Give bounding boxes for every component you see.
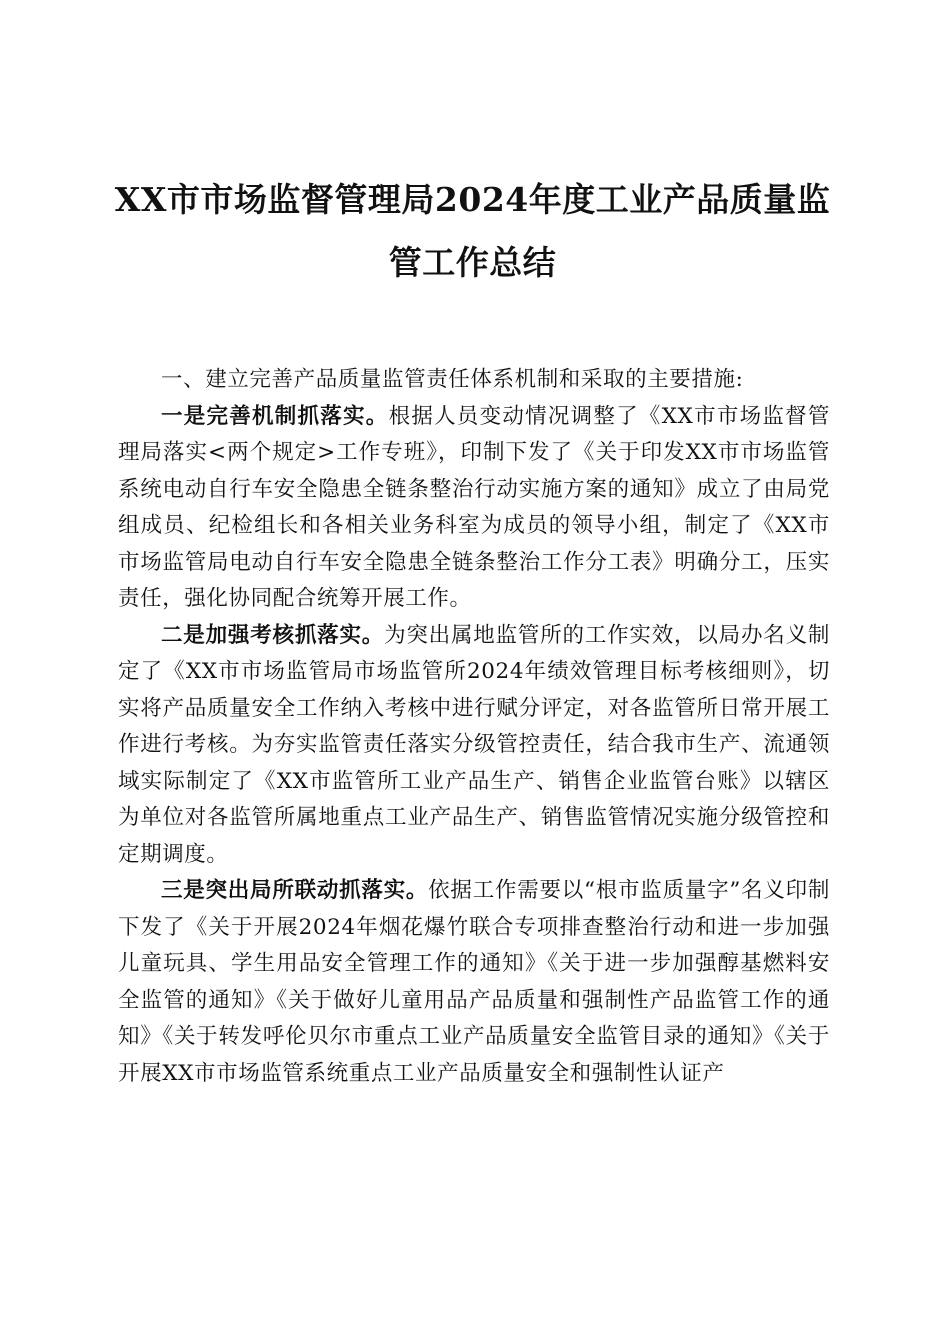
paragraph-1-lead: 一是完善机制抓落实。: [161, 403, 389, 429]
document-body: [118, 362, 830, 1092]
paragraph-2: [118, 618, 830, 874]
paragraph-3: [118, 873, 830, 1092]
paragraph-2-lead: 二是加强考核抓落实。: [161, 622, 385, 648]
paragraph-2-text: 为突出属地监管所的工作实效，以局办名义制定了《XX市市场监管局市场监管所2024年绩效管理目标考核细则》，切实将产品质量安全工作纳入考核中进行赋分评定，对各监管所日常开展工作进行考核。为夯实监管责任落实分级管控责任，结合我市生产、流通领域实际制定了《XX市监管所工业产品生产、销售企业监管台账》以辖区为单位对各监管所属地重点工业产品生产、销售监管情况实施分级管控和定期调度。: [118, 622, 830, 867]
paragraph-1: [118, 399, 830, 618]
paragraph-1-text: 根据人员变动情况调整了《XX市市场监督管理局落实<两个规定>工作专班》，印制下发了《关于印发XX市市场监管系统电动自行车安全隐患全链条整治行动实施方案的通知》成立了由局党组成员、纪检组长和各相关业务科室为成员的领导小组，制定了《XX市市场监管局电动自行车安全隐患全链条整治工作分工表》明确分工，压实责任，强化协同配合统筹开展工作。: [118, 403, 830, 611]
document-title: XX市市场监督管理局2024年度工业产品质量监管工作总结: [114, 180, 831, 282]
paragraph-3-lead: 三是突出局所联动抓落实。: [161, 878, 429, 903]
section-heading: 一、建立完善产品质量监管责任体系机制和采取的主要措施:: [161, 367, 744, 392]
paragraph-3-text: 依据工作需要以“根市监质量字”名义印制下发了《关于开展2024年烟花爆竹联合专项排查整治行动和进一步加强儿童玩具、学生用品安全管理工作的通知》《关于进一步加强醇基燃料安全监管的通知》《关于做好儿童用品产品质量和强制性产品监管工作的通知》《关于转发呼伦贝尔市重点工业产品质量安全监管目录的通知》《关于开展XX市市场监管系统重点工业产品质量安全和强制性认证产: [118, 878, 831, 1086]
